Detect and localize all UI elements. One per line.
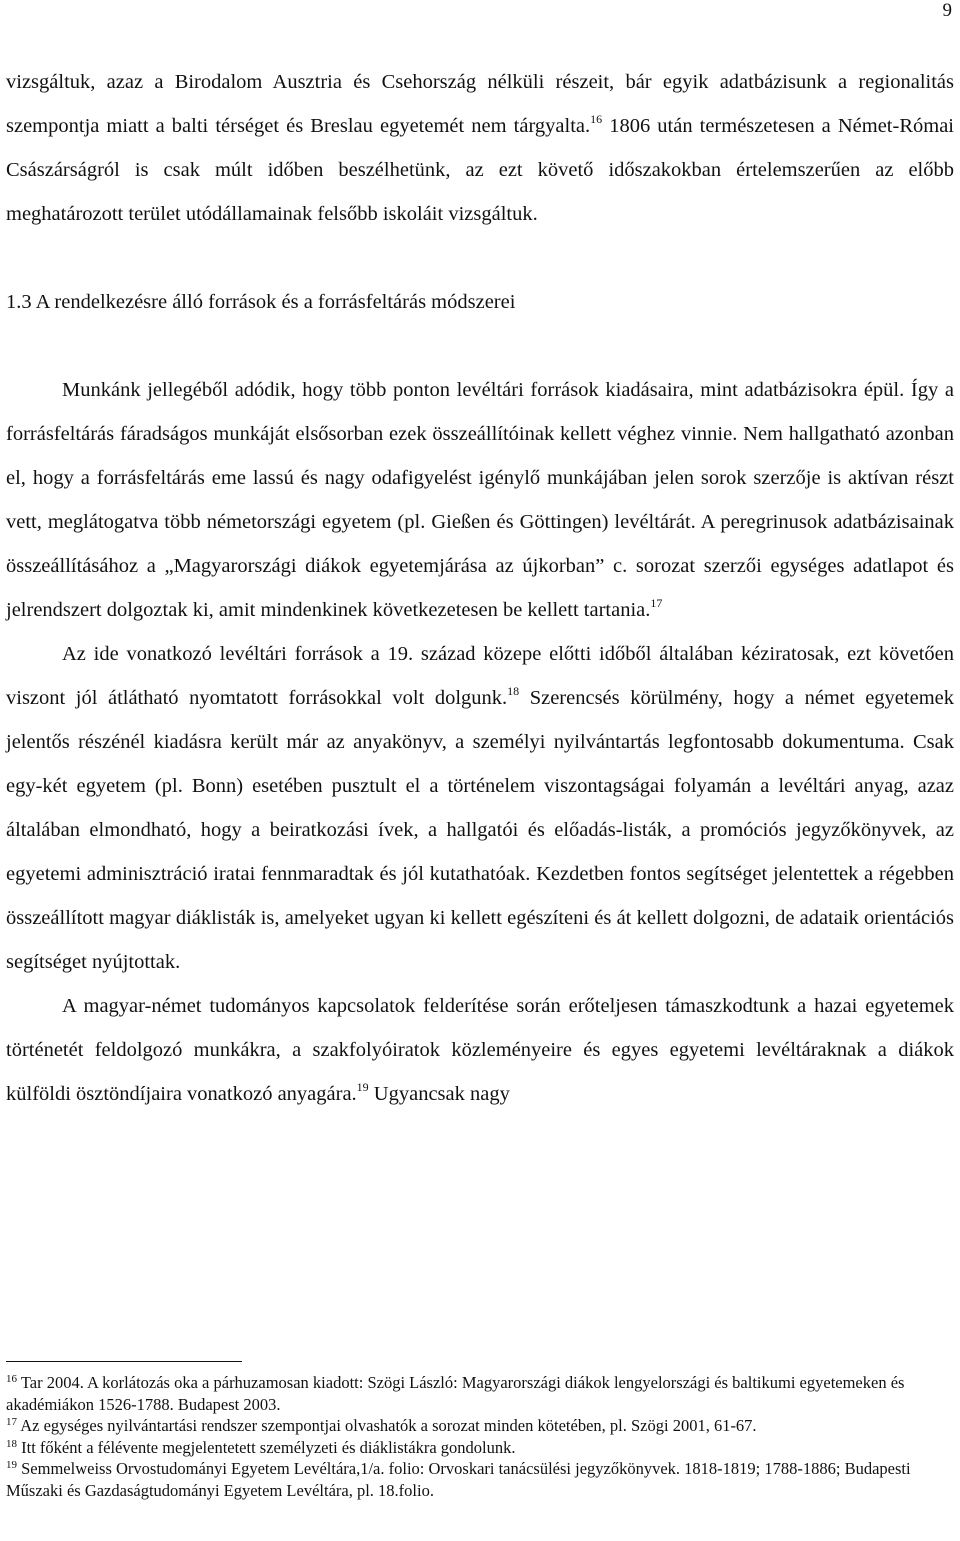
- footnote-number: 19: [6, 1459, 17, 1471]
- text-run: Szerencsés körülmény, hogy a német egyetemek jelentős részénél kiadásra került már az anyakönyv, a személyi nyilvántartás legfontosabb dokumentuma. Csak egy-két egyetem (pl. Bonn) esetében pusztult el a történelem viszontagságai folyamán a levéltári anyag, azaz általában elmondható, hogy a beiratkozási ívek, a hallgatói és előadás-listák, a promóciós jegyzőkönyvek, az egyetemi adminisztráció iratai fennmaradtak és jól kutathatóak. Kezdetben fontos segítséget jelentettek a régebben összeállított magyar diáklisták is, amelyeket ugyan ki kellett egészíteni és át kellett dolgozni, de adataik orientációs segítséget nyújtottak.: [6, 687, 954, 973]
- footnote-reference: 17: [650, 596, 663, 610]
- footnote-reference: 19: [356, 1080, 369, 1094]
- main-text: [6, 60, 954, 1116]
- text-run: Az ide vonatkozó levéltári források a 19. század közepe előtti időből általában kéziratosak, ezt követően viszont jól átlátható nyomtatott forrásokkal volt dolgunk.: [6, 643, 954, 709]
- paragraph-continuation: [6, 60, 954, 236]
- paragraph-scientific-relations: [6, 984, 954, 1116]
- page-number: 9: [942, 0, 952, 21]
- text-run: vizsgáltuk, azaz a Birodalom Ausztria és Csehország nélküli részeit, bár egyik adatbázisunk a regionalitás szempontja miatt a balti térséget és Breslau egyetemét nem tárgyalta.: [6, 71, 954, 137]
- text-run: A magyar-német tudományos kapcsolatok felderítése során erőteljesen támaszkodtunk a hazai egyetemek történetét feldolgozó munkákra, a szakfolyóiratok közleményeire és egyes egyetemi levéltáraknak a diákok külföldi ösztöndíjaira vonatkozó anyagára.: [6, 995, 954, 1105]
- text-run: 1.3 A rendelkezésre álló források és a forrásfeltárás módszerei: [6, 291, 516, 313]
- footnote-reference: 18: [507, 684, 520, 698]
- footnote-17: [6, 1415, 942, 1437]
- section-heading: [6, 280, 954, 324]
- footnote-separator: [6, 1361, 242, 1362]
- footnote-text: Az egységes nyilvántartási rendszer szempontjai olvashatók a sorozat minden kötetében, pl. Szögi 2001, 61-67.: [17, 1416, 757, 1435]
- footnote-text: Itt főként a félévente megjelentetett személyzeti és diáklistákra gondolunk.: [17, 1437, 516, 1457]
- text-run: Munkánk jellegéből adódik, hogy több ponton levéltári források kiadásaira, mint adatbázisokra épül. Így a forrásfeltárás fáradságos munkáját elsősorban ezek összeállítóinak kellett véghez vinnie. Nem hallgatható azonban el, hogy a forrásfeltárás eme lassú és nagy odafigyelést igénylő munkájában jelen sorok szerzője is aktívan részt vett, meglátogatva több németországi egyetem (pl. Gießen és Göttingen) levéltárát. A peregrinusok adatbázisainak összeállításához a „Magyarországi diákok egyetemjárása az újkorban” c. sorozat szerzői egységes adatlapot és jelrendszert dolgoztak ki, amit mindenkinek következetesen be kellett tartania.: [6, 379, 954, 621]
- paragraph-archival-sources: [6, 632, 954, 984]
- footnote-text: Semmelweiss Orvostudományi Egyetem Levéltára,1/a. folio: Orvoskari tanácsülési jegyzőkönyvek. 1818-1819; 1788-1886; Budapesti Műszaki és Gazdaságtudományi Egyetem Levéltára, pl. 18.folio.: [6, 1459, 911, 1500]
- footnote-18: [6, 1437, 942, 1459]
- footnote-16: [6, 1372, 942, 1415]
- footnote-number: 17: [6, 1416, 17, 1428]
- footnotes: [6, 1372, 942, 1501]
- footnote-19: [6, 1458, 942, 1501]
- footnote-number: 18: [6, 1437, 17, 1450]
- footnote-text: Tar 2004. A korlátozás oka a párhuzamosan kiadott: Szögi László: Magyarországi diákok lengyelországi és baltikumi egyetemeken és akadémiákon 1526-1788. Budapest 2003.: [6, 1373, 905, 1414]
- text-run: Ugyancsak nagy: [368, 1083, 510, 1105]
- footnote-number: 16: [6, 1373, 17, 1385]
- text-run: 1806 után természetesen a Német-Római Császárságról is csak múlt időben beszélhetünk, az ezt követő időszakokban értelemszerűen az előbb meghatározott terület utódállamainak felsőbb iskoláit vizsgáltuk.: [6, 115, 954, 225]
- paragraph-sources-overview: [6, 368, 954, 632]
- footnote-reference: 16: [590, 112, 603, 126]
